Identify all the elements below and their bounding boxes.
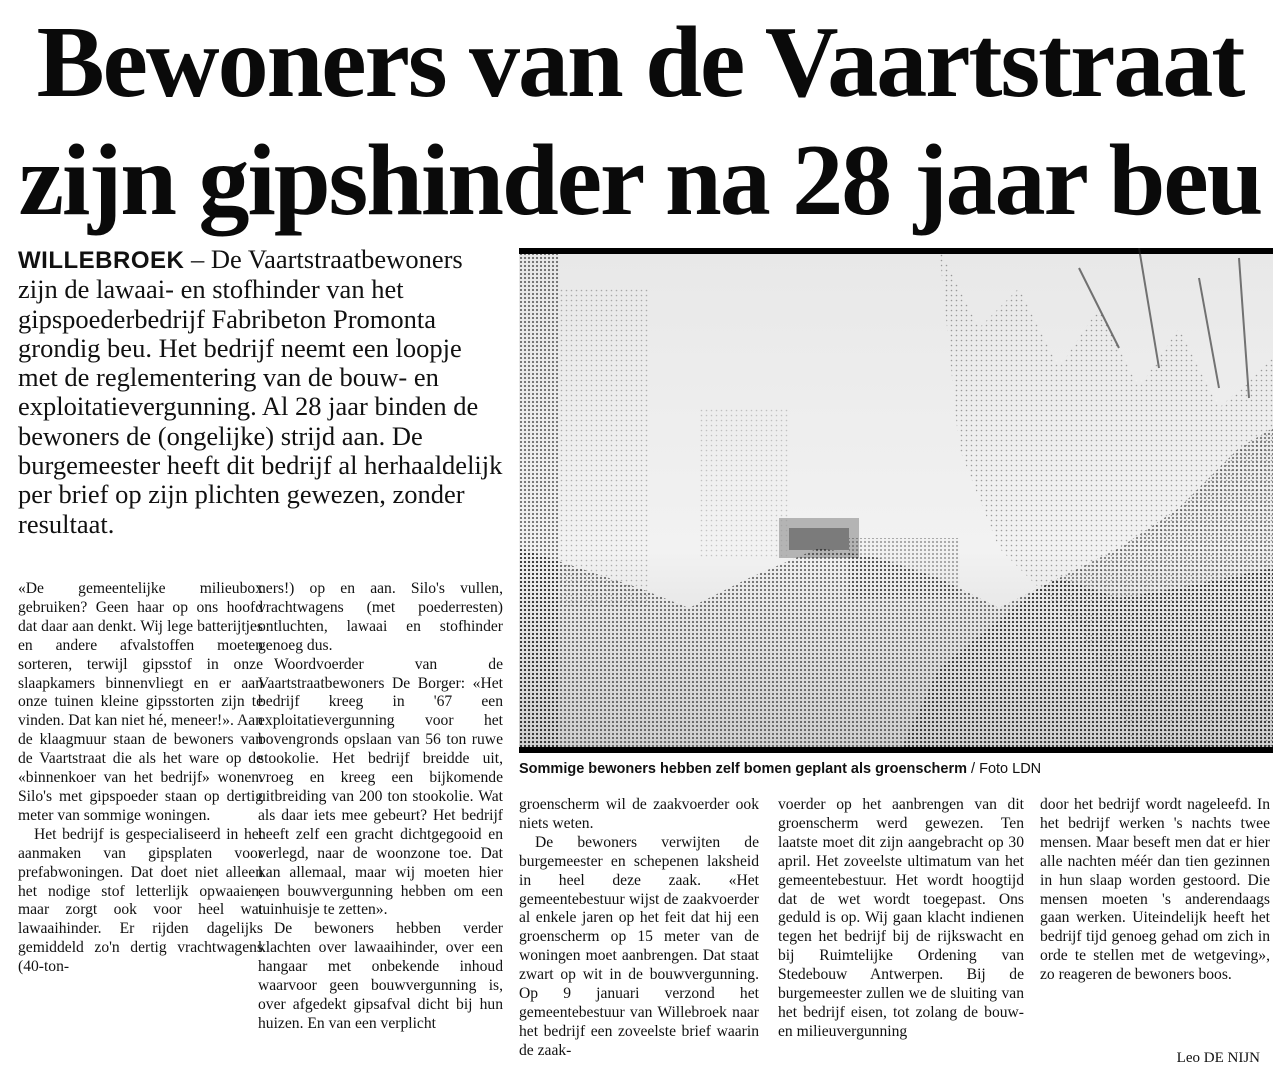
paragraph: ners!) op en aan. Silo's vullen, vrachtwagens (met poederresten) ontluchten, lawaai en stofhinder genoeg dus.	[258, 580, 503, 654]
paragraph: Woordvoerder van de Vaartstraatbewoners De Borger: «Het bedrijf kreeg in '67 een exploitatievergunning voor het bovengronds opslaan van 56 ton ruwe stookolie. Het bedrijf breidde uit, vroeg en kreeg een bijkomende uitbreiding van 200 ton stookolie. Wat als daar iets mee gebeurt? Het bedrijf heeft zelf een gracht dichtgegooid en verlegd, naar de woonzone toe. Dat kan allemaal, maar wij moeten hier een bouwvergunning hebben om een tuinhuisje te zetten».	[258, 655, 503, 919]
article-column-3	[519, 796, 759, 1061]
photo-image	[519, 248, 1273, 753]
paragraph: Het bedrijf is gespecialiseerd in het aanmaken van gipsplaten voor prefabwoningen. Dat doet niet alleen het nodige stof letterlijk opwaaien, maar zorgt ook voor heel wat lawaaihinder. Er rijden dagelijks gemiddeld zo'n dertig vrachtwagens (40-ton-	[18, 825, 263, 976]
lead-paragraph	[18, 245, 506, 539]
paragraph: groenscherm wil de zaakvoerder ook niets weten.	[519, 796, 759, 832]
lead-text: – De Vaartstraatbewoners zijn de lawaai- en stofhinder van het gipspoederbedrijf Fabribeton Promonta grondig beu. Het bedrijf neemt een loopje met de reglementering van de bouw- en exploitatievergunning. Al 28 jaar binden de bewoners de (ongelijke) strijd aan. De burgemeester heeft dit bedrijf al herhaaldelijk per brief op zijn plichten gewezen, zonder resultaat.	[18, 244, 503, 539]
paragraph: door het bedrijf wordt nageleefd. In het bedrijf werken 's nachts twee mensen. Maar beseft men dat er hier alle nachten méér dan tien gezinnen in hun slaap worden gestoord. Die mensen moeten 's anderendaags gaan werken. Uiteindelijk heeft het bedrijf tijd genoeg gehad om zich in orde te stellen met de wetgeving», zo reageren de bewoners boos.	[1040, 796, 1270, 984]
article-column-2	[258, 580, 503, 1034]
article-column-1	[18, 580, 263, 977]
paragraph: De bewoners verwijten de burgemeester en schepenen laksheid in heel deze zaak. «Het gemeentebestuur wijst de zaakvoerder al enkele jaren op het feit dat hij een groenscherm op 15 meter van de woningen moet aanbrengen. Dat staat zwart op wit in de bouwvergunning. Op 9 januari verzond het gemeentebestuur van Willebroek naar het bedrijf een zoveelste brief waarin de zaak-	[519, 833, 759, 1059]
article-column-5	[1040, 796, 1270, 985]
headline	[0, 4, 1280, 240]
article-column-4	[778, 796, 1024, 1042]
headline-line-2: zijn gipshinder na 28 jaar beu	[18, 124, 1262, 237]
paragraph: «De gemeentelijke milieubox gebruiken? Geen haar op ons hoofd dat daar aan denkt. Wij lege batterijtjes en andere afvalstoffen moeten sorteren, terwijl gipsstof in onze slaapkamers binnenvliegt en er aan onze tuinen kleine gipsstorten zijn te vinden. Dat kan niet hé, meneer!». Aan de klaagmuur staan de bewoners van de Vaartstraat die als het ware op de «binnenkoer van het bedrijf» wonen. Silo's met gipspoeder staan op dertig meter van sommige woningen.	[18, 580, 263, 824]
photo-caption	[519, 760, 1273, 778]
headline-line-1: Bewoners van de Vaartstraat	[36, 6, 1244, 119]
photo-credit: / Foto LDN	[967, 761, 1042, 777]
byline: Leo DE NIJN	[1176, 1050, 1260, 1066]
caption-text: Sommige bewoners hebben zelf bomen geplant als groenscherm	[519, 761, 967, 777]
dateline: WILLEBROEK	[18, 247, 185, 274]
paragraph: voerder op het aanbrengen van dit groenscherm werd gewezen. Ten laatste moet dit zijn aangebracht op 30 april. Het zoveelste ultimatum van het gemeentebestuur. Het wordt hoogtijd dat de wet wordt toegepast. Ons geduld is op. Wij gaan klacht indienen tegen het bedrijf bij de rijkswacht en bij Ruimtelijke Ordening van Stedebouw Antwerpen. Bij de burgemeester zullen we de sluiting van het bedrijf eisen, tot zolang de bouw- en milieuvergunning	[778, 796, 1024, 1040]
paragraph: De bewoners hebben verder klachten over lawaaihinder, over een hangaar met onbekende inhoud waarvoor geen bouwvergunning is, over afgedekt gipsafval dicht bij hun huizen. En van een verplicht	[258, 920, 503, 1032]
news-photo	[519, 248, 1273, 753]
